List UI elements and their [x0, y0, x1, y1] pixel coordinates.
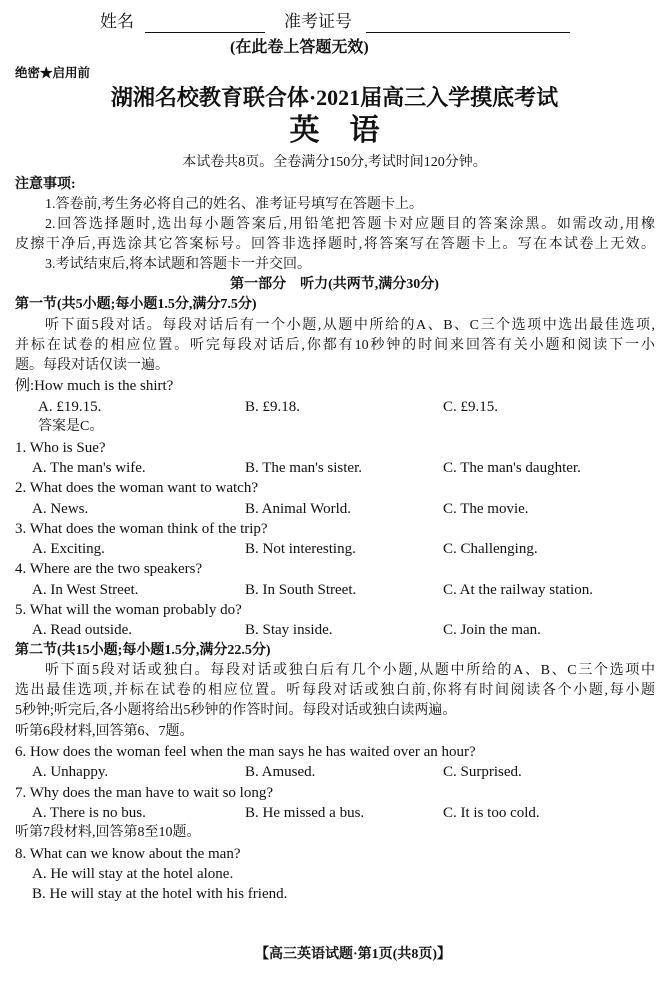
answer-invalid-notice: (在此卷上答题无效) [230, 39, 369, 56]
option-a: A. News. [32, 501, 89, 517]
material-instruction: 听第6段材料,回答第6、7题。 [15, 724, 194, 739]
option-b: B. In South Street. [245, 582, 357, 598]
name-blank-line [145, 32, 265, 33]
option-a: A. Read outside. [32, 622, 132, 638]
question-text: 4. Where are the two speakers? [15, 561, 203, 577]
directions-line: 5秒钟;听完后,各小题将给出5秒钟的作答时间。每段对话或独白读两遍。 [15, 703, 457, 718]
option-b: B. Stay inside. [245, 622, 333, 638]
section-heading: 第二节(共15小题;每小题1.5分,满分22.5分) [15, 643, 271, 658]
option-c: C. The man's daughter. [443, 460, 581, 476]
option-c: C. Join the man. [443, 622, 541, 638]
option-a: A. Unhappy. [32, 764, 109, 780]
note-line: 皮擦干净后,再选涂其它答案标号。回答非选择题时,将答案写在答题卡上。写在本试卷上无效。 [15, 237, 655, 252]
notes-heading: 注意事项: [15, 177, 76, 192]
name-label: 姓名 [100, 12, 134, 31]
option-c: C. The movie. [443, 501, 529, 517]
option-a: A. He will stay at the hotel alone. [32, 866, 234, 882]
question-text: 7. Why does the man have to wait so long? [15, 785, 274, 801]
directions-line: 选出最佳选项,并标在试卷的相应位置。听每段对话或独白前,你将有时间阅读各个小题,每小题 [15, 683, 655, 698]
section-heading: 第一节(共5小题;每小题1.5分,满分7.5分) [15, 297, 257, 312]
option-b: B. Amused. [245, 764, 316, 780]
directions-line: 并标在试卷的相应位置。听完每段对话后,你都有10秒钟的时间来回答有关小题和阅读下一小 [15, 338, 655, 353]
example-option-b: B. £9.18. [245, 399, 301, 415]
option-b: B. He missed a bus. [245, 805, 365, 821]
note-line: 2.回答选择题时,选出每小题答案后,用铅笔把答题卡对应题目的答案涂黑。如需改动,用橡 [45, 217, 655, 232]
option-a: A. There is no bus. [32, 805, 146, 821]
question-text: 2. What does the woman want to watch? [15, 480, 258, 496]
material-instruction: 听第7段材料,回答第8至10题。 [15, 825, 201, 840]
example-question: 例:How much is the shirt? [15, 378, 174, 394]
exam-id-label: 准考证号 [284, 12, 352, 31]
example-answer: 答案是C。 [38, 419, 104, 434]
option-b: B. The man's sister. [245, 460, 363, 476]
option-b: B. Animal World. [245, 501, 352, 517]
example-option-a: A. £19.15. [38, 399, 102, 415]
example-option-c: C. £9.15. [443, 399, 499, 415]
directions-line: 题。每段对话仅读一遍。 [15, 358, 169, 373]
page-footer: 【高三英语试题·第1页(共8页)】 [255, 947, 451, 962]
option-a: A. The man's wife. [32, 460, 146, 476]
exam-info: 本试卷共8页。全卷满分150分,考试时间120分钟。 [182, 155, 487, 170]
exam-title: 湖湘名校教育联合体·2021届高三入学摸底考试 [110, 85, 559, 110]
option-b: B. Not interesting. [245, 541, 356, 557]
option-c: C. It is too cold. [443, 805, 540, 821]
option-c: C. At the railway station. [443, 582, 593, 598]
confidential-mark: 绝密★启用前 [15, 66, 91, 80]
option-a: A. Exciting. [32, 541, 105, 557]
subject-title: 英 语 [289, 114, 380, 147]
option-b: B. He will stay at the hotel with his friend. [32, 886, 288, 902]
question-text: 1. Who is Sue? [15, 440, 106, 456]
question-text: 6. How does the woman feel when the man says he has waited over an hour? [15, 744, 476, 760]
note-line: 3.考试结束后,将本试题和答题卡一并交回。 [45, 257, 311, 272]
question-text: 3. What does the woman think of the trip? [15, 521, 268, 537]
part-heading: 第一部分 听力(共两节,满分30分) [230, 277, 439, 292]
note-line: 1.答卷前,考生务必将自己的姓名、准考证号填写在答题卡上。 [45, 197, 423, 212]
option-c: C. Challenging. [443, 541, 538, 557]
directions-line: 听下面5段对话或独白。每段对话或独白后有几个小题,从题中所给的A、B、C三个选项中 [45, 663, 655, 678]
option-a: A. In West Street. [32, 582, 139, 598]
question-text: 8. What can we know about the man? [15, 846, 241, 862]
directions-line: 听下面5段对话。每段对话后有一个小题,从题中所给的A、B、C三个选项中选出最佳选项, [45, 318, 655, 333]
option-c: C. Surprised. [443, 764, 522, 780]
question-text: 5. What will the woman probably do? [15, 602, 242, 618]
exam-id-blank-line [366, 32, 570, 33]
